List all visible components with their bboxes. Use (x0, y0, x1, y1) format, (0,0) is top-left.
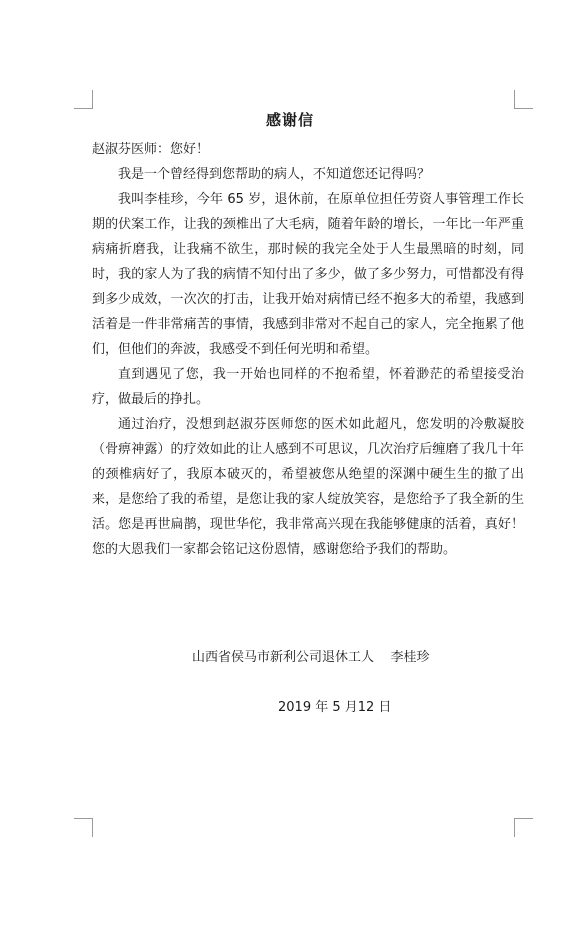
letter-signature: 山西省侯马市新利公司退休工人 李桂珍 (192, 650, 430, 665)
letter-body (92, 137, 524, 562)
letter-greeting: 赵淑芬医师：您好！ (92, 142, 210, 157)
letter-title: 感谢信 (265, 111, 314, 129)
paragraph-4: 通过治疗，没想到赵淑芬医师您的医术如此超凡，您发明的冷敷凝胶（骨痹神露）的疗效如此的让人感到不可思议，几次治疗后缠磨了我几十年的颈椎病好了，我原本破灭的，希望被您从绝望的深渊中硬生生的撤了出来，是您给了我的希望，是您让我的家人绽放笑容，是您给予了我全新的生活。您是再世扁鹊，现世华佗，我非常高兴现在我能够健康的活着，真好！您的大恩我们一家都会铭记这份恩情，感谢您给予我们的帮助。 (92, 417, 524, 557)
crop-mark-top-right (514, 90, 533, 109)
paragraph-3: 直到遇见了您，我一开始也同样的不抱希望，怀着渺茫的希望接受治疗，做最后的挣扎。 (92, 367, 524, 407)
letter-date: 2019 年 5 月12 日 (278, 700, 392, 715)
paragraph-2: 我叫李桂珍，今年 65 岁，退休前，在原单位担任劳资人事管理工作长期的伏案工作，让我的颈椎出了大毛病，随着年龄的增长，一年比一年严重病痛折磨我，让我痛不欲生，那时候的我完全处于人生最黑暗的时刻，同时，我的家人为了我的病情不知付出了多少，做了多少努力，可惜都没有得到多少成效，一次次的打击，让我开始对病情已经不抱多大的希望，我感到活着是一件非常痛苦的事情，我感到非常对不起自己的家人，完全拖累了他们，但他们的奔波，我感受不到任何光明和希望。 (92, 192, 524, 357)
crop-mark-bottom-left (74, 818, 93, 837)
crop-mark-top-left (74, 90, 93, 109)
paragraph-1: 我是一个曾经得到您帮助的病人，不知道您还记得吗？ (118, 167, 431, 182)
crop-mark-bottom-right (514, 818, 533, 837)
